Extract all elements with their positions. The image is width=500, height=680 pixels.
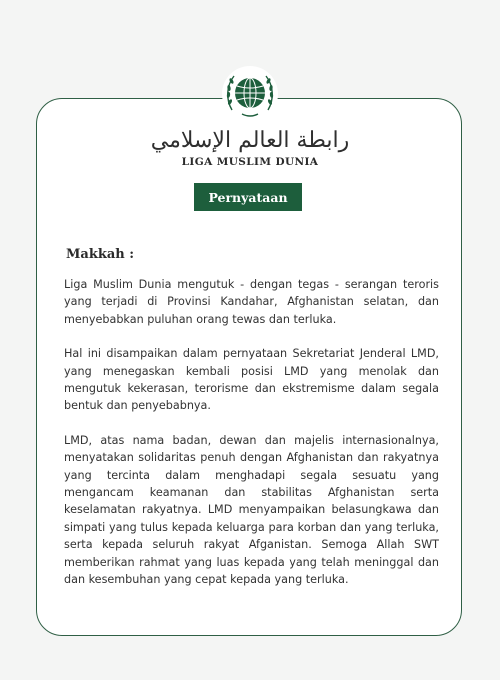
org-arabic-name: رابطة العالم الإسلامي <box>150 128 350 153</box>
globe-wreath-emblem-icon <box>222 66 278 122</box>
statement-badge: Pernyataan <box>194 183 302 211</box>
paragraph-1: Liga Muslim Dunia mengutuk - dengan tegas - serangan teroris yang terjadi di Provinsi Kandahar, Afghanistan selatan, dan menyebabkan puluhan orang tewas dan terluka. <box>64 278 439 326</box>
article-body <box>64 276 439 606</box>
paragraph-3: LMD, atas nama badan, dewan dan majelis internasionalnya, menyatakan solidaritas penuh dengan Afghanistan dan rakyatnya yang tercinta dalam menghadapi segala sesuatu yang mengancam keamanan dan stabilitas Afghanistan serta keselamatan rakyatnya. LMD menyampaikan belasungkawa dan simpati yang tulus kepada keluarga para korban dan yang terluka, serta kepada seluruh rakyat Afganistan. Semoga Allah SWT memberikan rahmat yang luas kepada yang telah meninggal dan dan kesembuhan yang cepat kepada yang terluka. <box>64 433 439 587</box>
org-logo <box>150 66 350 168</box>
dateline: Makkah : <box>66 247 135 262</box>
org-name: LIGA MUSLIM DUNIA <box>181 156 319 168</box>
paragraph-2: Hal ini disampaikan dalam pernyataan Sekretariat Jenderal LMD, yang menegaskan kembali posisi LMD yang menolak dan mengutuk kekerasan, terorisme dan ekstremisme dalam segala bentuk dan penyebabnya. <box>64 347 439 413</box>
